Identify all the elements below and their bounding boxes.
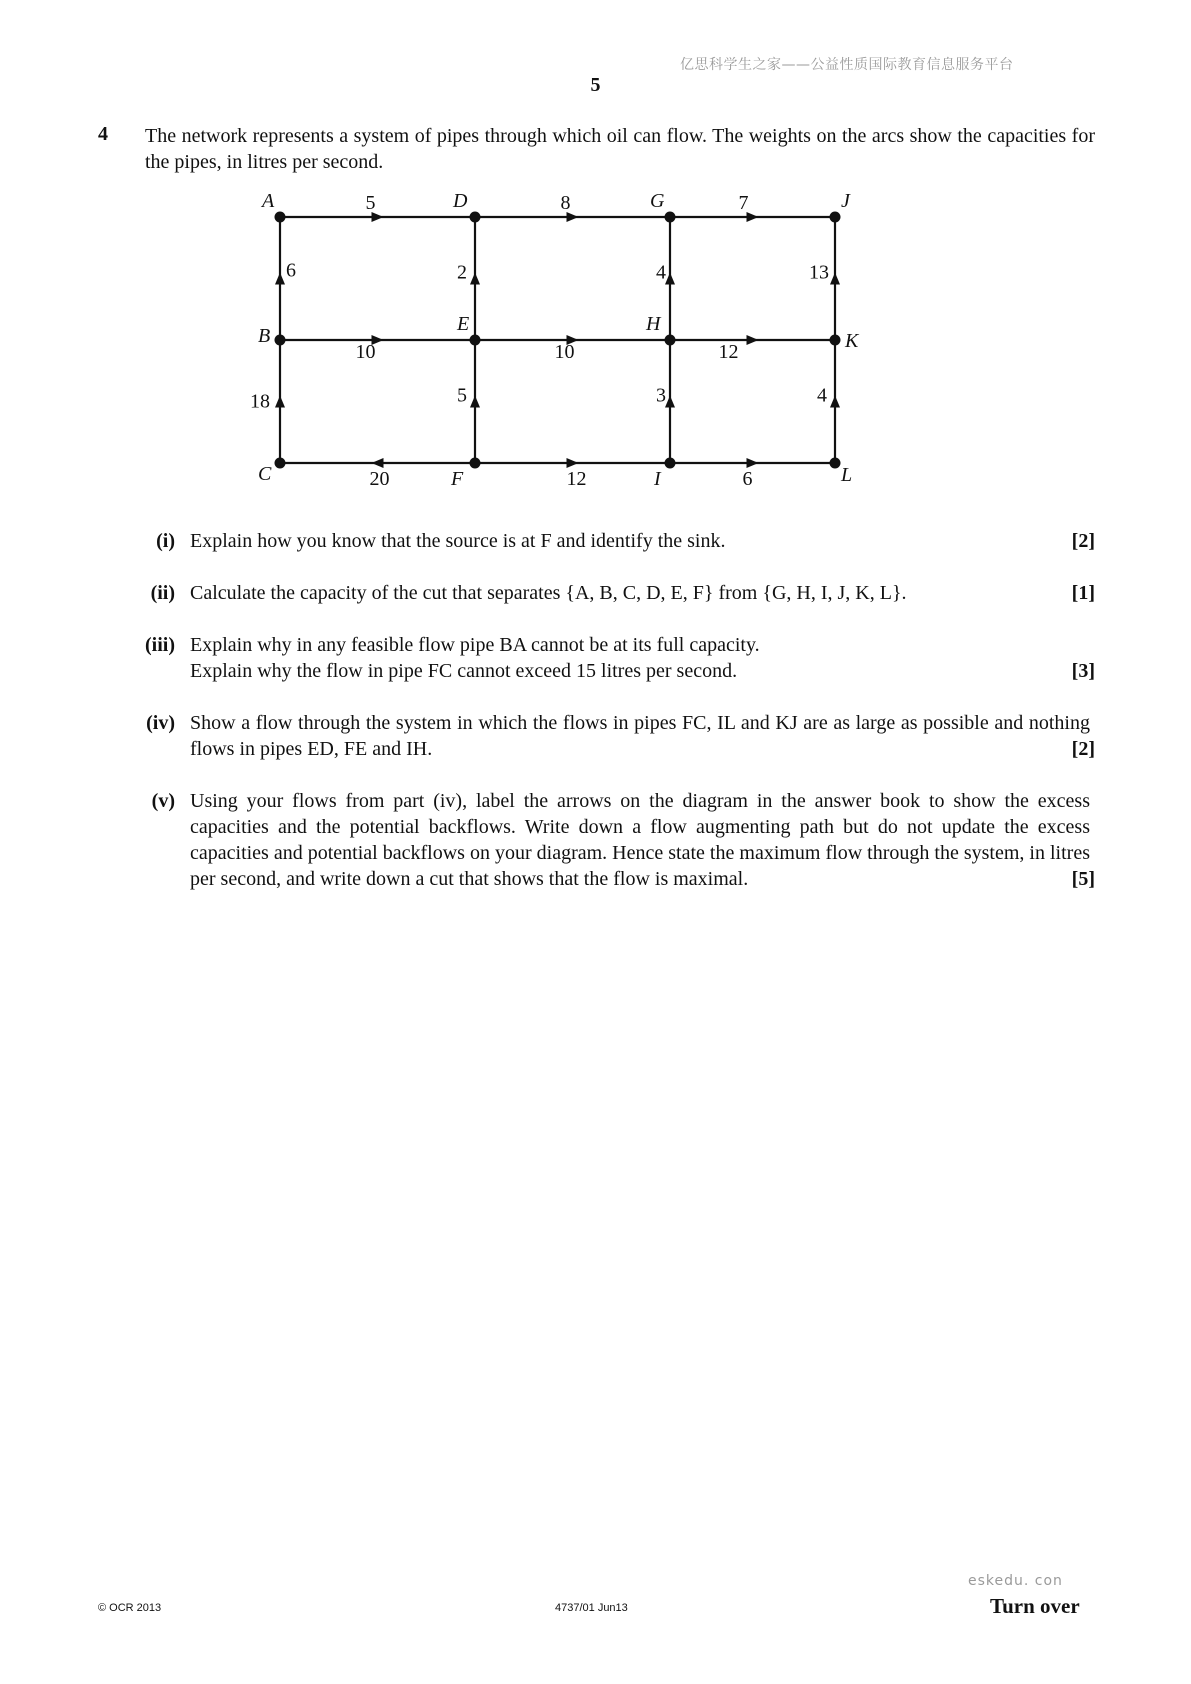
part-text <box>190 632 1010 684</box>
arc-ad-capacity: 5 <box>365 192 376 214</box>
part-label: (ii) <box>150 582 175 604</box>
arc-be-capacity: 10 <box>355 341 376 363</box>
arc-cb-capacity: 18 <box>250 390 270 413</box>
node-k <box>830 335 841 346</box>
arc-ed-arrowhead <box>470 273 480 285</box>
arc-fi-capacity: 12 <box>566 468 587 490</box>
arc-hk-capacity: 12 <box>718 341 739 363</box>
node-label-c: C <box>258 463 272 485</box>
part-label: (v) <box>151 790 175 812</box>
node-c <box>275 458 286 469</box>
part-text <box>190 788 1090 892</box>
arc-ba-arrowhead <box>275 273 285 285</box>
page-number: 5 <box>590 74 601 96</box>
node-label-j: J <box>841 190 850 212</box>
node-h <box>665 335 676 346</box>
arc-gj-capacity: 7 <box>738 192 749 214</box>
part-line: Explain why in any feasible flow pipe BA cannot be at its full capacity. <box>190 634 760 656</box>
node-f <box>470 458 481 469</box>
footer-paper-code: 4737/01 Jun13 <box>555 1602 628 1614</box>
arc-hg-arrowhead <box>665 273 675 285</box>
part-marks: [1] <box>1071 582 1095 604</box>
part-label: (i) <box>156 530 175 552</box>
part-ii <box>125 580 1095 610</box>
question-intro: The network represents a system of pipes through which oil can flow. The weights on the arcs show the capacities for the pipes, in litres per second. <box>145 125 1095 173</box>
node-label-g: G <box>650 190 665 212</box>
part-marks: [5] <box>1071 868 1095 890</box>
node-label-k: K <box>845 330 859 352</box>
arcs-layer <box>275 212 840 468</box>
node-e <box>470 335 481 346</box>
part-iii <box>125 632 1095 688</box>
pipe-network-diagram <box>250 190 895 505</box>
arc-hk-arrowhead <box>747 335 759 345</box>
part-text <box>190 710 1090 762</box>
arc-kj-capacity: 13 <box>809 261 829 284</box>
part-line: Explain how you know that the source is at F and identify the sink. <box>190 530 726 552</box>
part-i <box>125 528 1095 558</box>
arc-il-arrowhead <box>747 458 759 468</box>
node-g <box>665 212 676 223</box>
arc-ed-capacity: 2 <box>457 261 467 284</box>
part-line: Explain why the flow in pipe FC cannot exceed 15 litres per second. <box>190 660 738 682</box>
node-label-b: B <box>258 325 271 347</box>
arc-dg-capacity: 8 <box>560 192 571 214</box>
arc-eh-capacity: 10 <box>554 341 575 363</box>
node-j <box>830 212 841 223</box>
node-i <box>665 458 676 469</box>
footer-watermark: eskedu. con <box>968 1573 1063 1589</box>
arc-fc-capacity: 20 <box>369 468 390 490</box>
part-line: Calculate the capacity of the cut that separates {A, B, C, D, E, F} from {G, H, I, J, K, L}. <box>190 582 907 604</box>
part-text <box>190 580 1010 606</box>
part-line: Show a flow through the system in which the flows in pipes FC, IL and KJ are as large as possible and nothing flows in pipes ED, FE and IH. <box>190 712 1090 760</box>
arc-lk-capacity: 4 <box>817 384 827 407</box>
part-iv <box>125 710 1095 766</box>
part-v <box>125 788 1095 898</box>
arc-ih-capacity: 3 <box>656 384 666 407</box>
part-text <box>190 528 1010 554</box>
node-label-l: L <box>841 464 853 486</box>
node-label-f: F <box>451 468 464 490</box>
arc-kj-arrowhead <box>830 273 840 285</box>
node-b <box>275 335 286 346</box>
node-l <box>830 458 841 469</box>
part-marks: [3] <box>1071 660 1095 682</box>
part-label: (iii) <box>145 634 175 656</box>
node-d <box>470 212 481 223</box>
arc-fc-arrowhead <box>372 458 384 468</box>
question-number: 4 <box>98 123 108 145</box>
arc-il-capacity: 6 <box>742 468 753 490</box>
node-label-i: I <box>654 468 661 490</box>
node-label-a: A <box>262 190 275 212</box>
arc-cb-arrowhead <box>275 396 285 408</box>
node-label-d: D <box>453 190 468 212</box>
header-watermark: 亿思科学生之家——公益性质国际教育信息服务平台 <box>680 57 1014 73</box>
arc-fe-arrowhead <box>470 396 480 408</box>
arc-ba-capacity: 6 <box>286 259 296 282</box>
arc-fi-arrowhead <box>567 458 579 468</box>
node-a <box>275 212 286 223</box>
node-label-h: H <box>646 313 661 335</box>
arc-fe-capacity: 5 <box>457 384 467 407</box>
arc-hg-capacity: 4 <box>656 261 666 284</box>
part-line: Using your flows from part (iv), label the arrows on the diagram in the answer book to show the excess capacities and the potential backflows. Write down a flow augmenting path but do not update the excess capacities and potential backflows on your diagram. Hence state the maximum flow through the system, in litres per second, and write down a cut that shows that the flow is maximal. <box>190 790 1090 890</box>
footer-copyright: © OCR 2013 <box>98 1602 162 1614</box>
part-marks: [2] <box>1071 530 1095 552</box>
arc-lk-arrowhead <box>830 396 840 408</box>
part-marks: [2] <box>1071 738 1095 760</box>
node-label-e: E <box>457 313 470 335</box>
part-label: (iv) <box>146 712 175 734</box>
arc-ih-arrowhead <box>665 396 675 408</box>
turn-over-label: Turn over <box>990 1594 1080 1618</box>
